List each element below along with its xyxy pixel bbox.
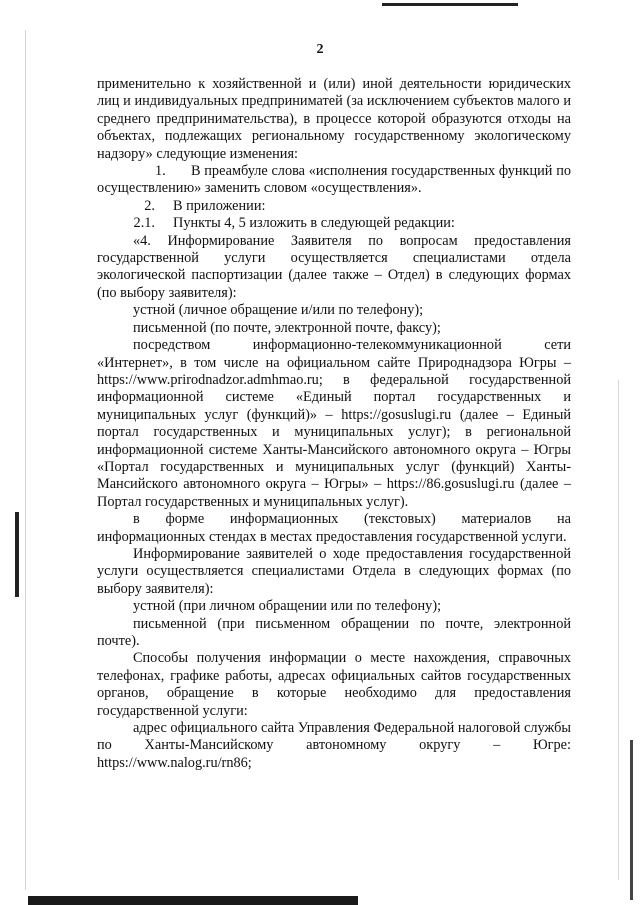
scan-top-line xyxy=(382,3,518,6)
paragraph-progress-info: Информирование заявителей о ходе предоставления государственной услуги осуществляется специалистами Отдела в следующих формах (по выбору заявителя): xyxy=(97,545,571,597)
scan-bottom-bar xyxy=(28,896,358,905)
item-text: В приложении: xyxy=(173,197,266,214)
paragraph-written-progress: письменной (при письменном обращении по почте, электронной почте). xyxy=(97,615,571,649)
document-body xyxy=(97,76,571,772)
item-number: 1. xyxy=(155,163,166,180)
scan-right-edge-faint xyxy=(618,380,619,880)
paragraph-intro: применительно к хозяйственной и (или) иной деятельности юридических лиц и индивидуальных предприниматей (за исключением субъектов малого и среднего предпринимательства), в процессе которой образуются отходы на объектах, подлежащих региональному государственному экологическому надзору» следующие изменения: xyxy=(97,76,571,162)
item-number: 2.1. xyxy=(133,215,155,232)
paragraph-item-4: «4. Информирование Заявителя по вопросам предоставления государственной услуги осуществляется специалистами отдела экологической паспортизации (далее также – Отдел) в следующих формах (по выбору заявителя): xyxy=(97,232,571,301)
scan-left-edge-mark xyxy=(15,512,19,597)
scan-left-edge-faint xyxy=(25,30,26,890)
paragraph-item-5: Способы получения информации о месте нахождения, справочных телефонах, графике работы, адресах официальных сайтов государственных органов, обращение в которые необходимо для предоставления государственной услуги: xyxy=(97,650,571,719)
item-text: Пункты 4, 5 изложить в следующей редакции: xyxy=(173,215,455,232)
paragraph-stands-form: в форме информационных (текстовых) материалов на информационных стендах в местах предоставления государственной услуги. xyxy=(97,511,571,545)
page-number: 2 xyxy=(316,42,324,57)
paragraph-written-form: письменной (по почте, электронной почте, факсу); xyxy=(133,319,441,336)
item-number: 2. xyxy=(144,197,155,214)
paragraph-oral-progress: устной (при личном обращении или по телефону); xyxy=(133,598,442,615)
item-text: В преамбуле слова «исполнения государственных функций по осуществлению» заменить словом «осуществления». xyxy=(97,163,571,197)
list-item-2 xyxy=(97,198,571,215)
paragraph-tax-site: адрес официального сайта Управления Федеральной налоговой службы по Ханты-Мансийскому автономному округу – Югре: https://www.nalog.ru/rn86; xyxy=(97,720,571,771)
paragraph-oral-form: устной (личное обращение и/или по телефону); xyxy=(133,302,424,319)
paragraph-preamble-change xyxy=(97,163,571,198)
list-item-2-1 xyxy=(97,215,571,232)
scan-right-edge-mark xyxy=(630,740,633,900)
paragraph-internet-form: посредством информационно-телекоммуникационной сети «Интернет», в том числе на официальном сайте Природнадзора Югры – https://www.prirodnadzor.admhmao.ru; в федеральной государственной информационной системе «Единый портал государственных и муниципальных услуг (функций)» – https://gosuslugi.ru (далее – Единый портал государственных и муниципальных услуг); в региональной информационной системе Ханты-Мансийского автономного округа – Югры «Портал государственных и муниципальных услуг (функций) Ханты-Мансийского автономного округа – Югры» – https://86.gosuslugi.ru (далее – Портал государственных и муниципальных услуг). xyxy=(97,337,571,510)
